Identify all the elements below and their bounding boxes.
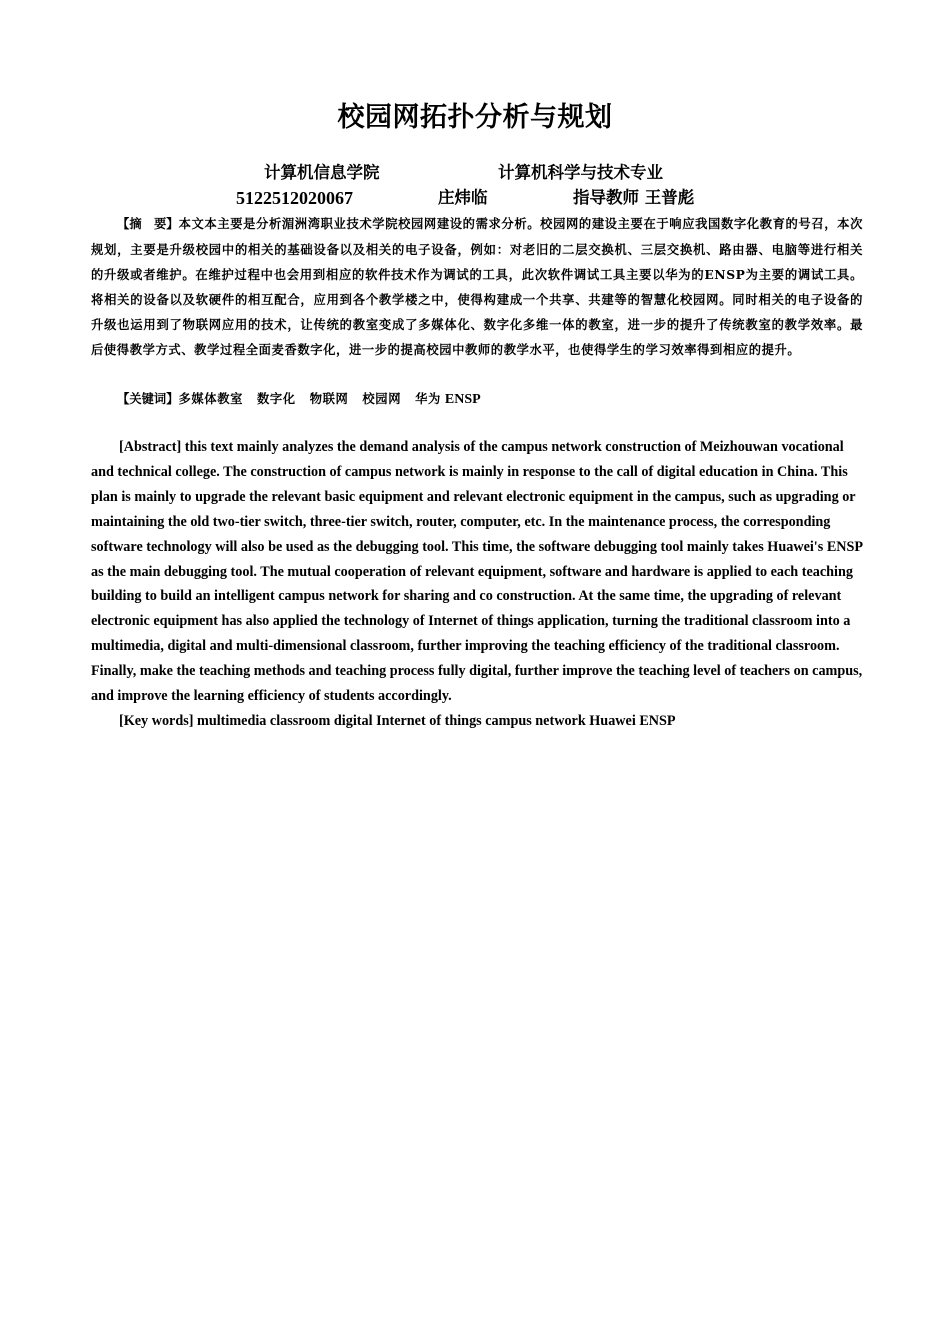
english-abstract: [Abstract] this text mainly analyzes the demand analysis of the campus network construction of Meizhouwan vocational and technical college. The construction of campus network is mainly in response to the call of digital education in China. This plan is mainly to upgrade the relevant basic equipment and relevant electronic equipment in the campus, such as upgrading or maintaining the old two-tier switch, three-tier switch, router, computer, etc. In the maintenance process, the corresponding software technology will also be used as the debugging tool. This time, the software debugging tool mainly takes Huawei's ENSP as the main debugging tool. The mutual cooperation of relevant equipment, software and hardware is applied to each teaching building to build an intelligent campus network for sharing and co construction. At the same time, the upgrading of relevant electronic equipment has also applied the technology of Internet of things application, turning the traditional classroom into a multimedia, digital and multi-dimensional classroom, further improving the teaching efficiency of the traditional classroom. Finally, make the teaching methods and teaching process fully digital, further improve the teaching level of teachers on campus, and improve the learning efficiency of students accordingly. [91,439,863,705]
keyword-item: 华为 [415,391,441,406]
chinese-abstract-text: 本文本主要是分析湄洲湾职业技术学院校园网建设的需求分析。校园网的建设主要在于响应我国数字化教育的号召，本次规划，主要是升级校园中的相关的基础设备以及相关的电子设备，例如：对老旧的二层交换机、三层交换机、路由器、电脑等进行相关的升级或者维护。在维护过程中也会用到相应的软件技术作为调试的工具，此次软件调试工具主要以华为的ENSP为主要的调试工具。将相关的设备以及软硬件的相互配合，应用到各个教学楼之中，使得构建成一个共享、共建等的智慧化校园网。同时相关的电子设备的升级也运用到了物联网应用的技术，让传统的教室变成了多媒体化、数字化多维一体的教室，进一步的提升了传统教室的教学效率。最后使得教学方式、教学过程全面麦香数字化，进一步的提高校园中教师的教学水平，也使得学生的学习效率得到相应的提升。 [91,216,863,357]
author-name: 庄炜临 [438,188,488,207]
affiliation-row [0,161,950,185]
keyword-item: ENSP [444,392,481,407]
keyword-item: 物联网 [309,391,349,406]
author-row [0,186,950,210]
paper-title: 校园网拓扑分析与规划 [337,102,613,133]
chinese-abstract [91,211,863,362]
major-name: 计算机科学与技术专业 [498,163,663,182]
keyword-item: 数字化 [257,391,296,406]
student-id: 5122512020067 [236,188,353,208]
keyword-item: 校园网 [362,391,402,406]
advisor-name: 指导教师 王普彪 [573,188,695,207]
chinese-abstract-label: 【摘 要】 [117,217,179,231]
english-keywords: [Key words] multimedia classroom digital Internet of things campus network Huawei ENSP [119,713,676,729]
chinese-keywords [117,386,857,412]
chinese-keywords-label: 【关键词】 [117,392,179,406]
college-name: 计算机信息学院 [264,163,380,182]
keyword-item: 多媒体教室 [178,391,243,406]
